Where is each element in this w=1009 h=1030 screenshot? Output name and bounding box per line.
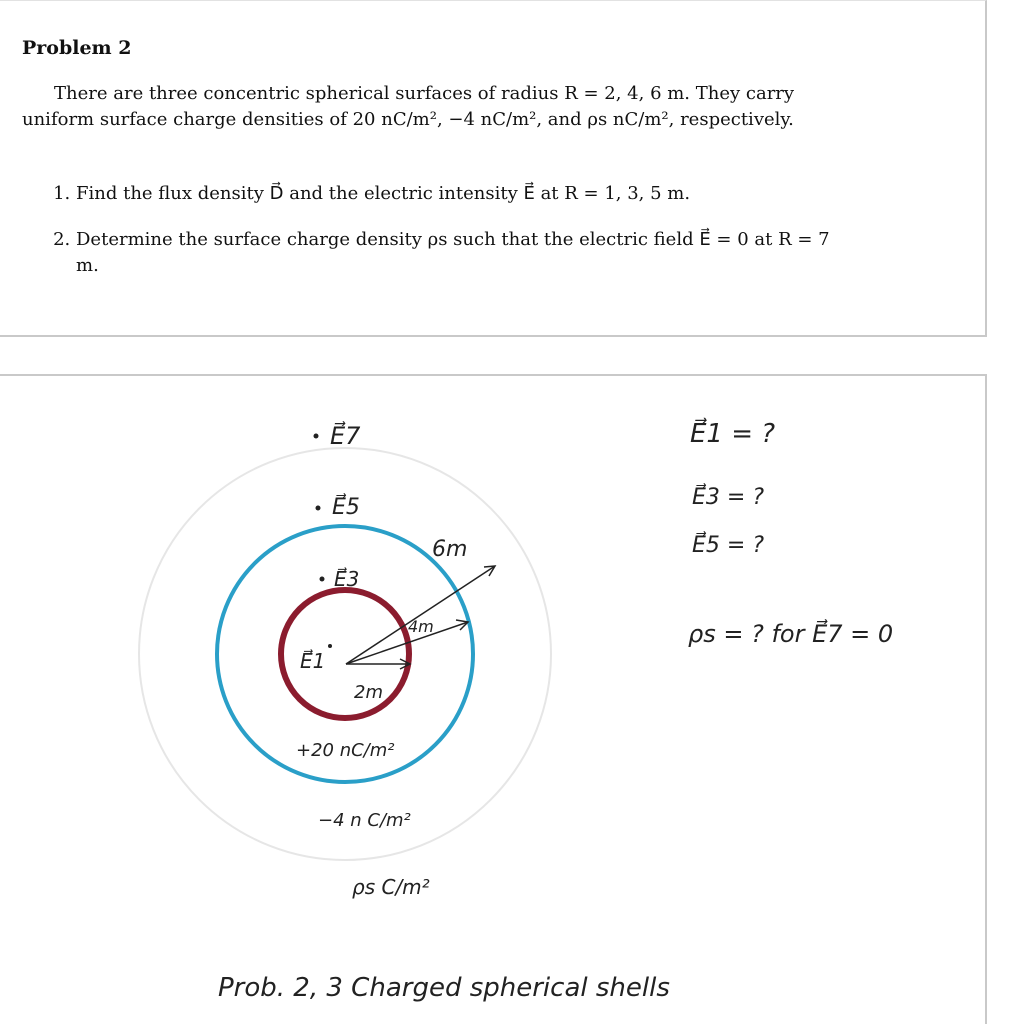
point-e7-dot: [314, 434, 319, 439]
label-outer-charge: ρs C/m²: [352, 875, 430, 899]
problem-title: Problem 2: [22, 37, 132, 59]
label-r4: 4m: [408, 617, 434, 636]
label-e7: E⃗7: [330, 422, 361, 450]
question-item-1: 1. Find the flux density D⃗ and the electric intensity E⃗ at R = 1, 3, 5 m.: [76, 181, 836, 207]
label-e3: E⃗3: [334, 567, 360, 591]
question-e1: E⃗1 = ?: [690, 419, 776, 449]
point-e3-dot: [320, 577, 325, 582]
question-e3: E⃗3 = ?: [692, 485, 764, 510]
question-e5: E⃗5 = ?: [692, 533, 764, 558]
point-e1-dot: [328, 644, 332, 648]
label-middle-charge: −4 n C/m²: [318, 810, 411, 831]
point-e5-dot: [316, 506, 321, 511]
label-e5: E⃗5: [332, 495, 360, 520]
problem-panel: [0, 0, 987, 337]
shell-diagram: [0, 376, 985, 1026]
question-rho: ρs = ? for E⃗7 = 0: [688, 620, 894, 648]
label-e1: E⃗1: [300, 649, 326, 673]
label-inner-charge: +20 nC/m²: [296, 740, 395, 761]
figure-panel: [0, 374, 987, 1024]
figure-caption: Prob. 2, 3 Charged spherical shells: [218, 973, 670, 1003]
question-list: [48, 181, 836, 299]
label-r2: 2m: [354, 682, 383, 703]
question-item-2: 2. Determine the surface charge density ρs such that the electric field E⃗ = 0 at R = 7 m.: [76, 227, 836, 279]
problem-intro: There are three concentric spherical surfaces of radius R = 2, 4, 6 m. They carry uniform surface charge densities of 20 nC/m², −4 nC/m², and ρs nC/m², respectively.: [22, 83, 795, 130]
label-r6: 6m: [432, 537, 468, 562]
